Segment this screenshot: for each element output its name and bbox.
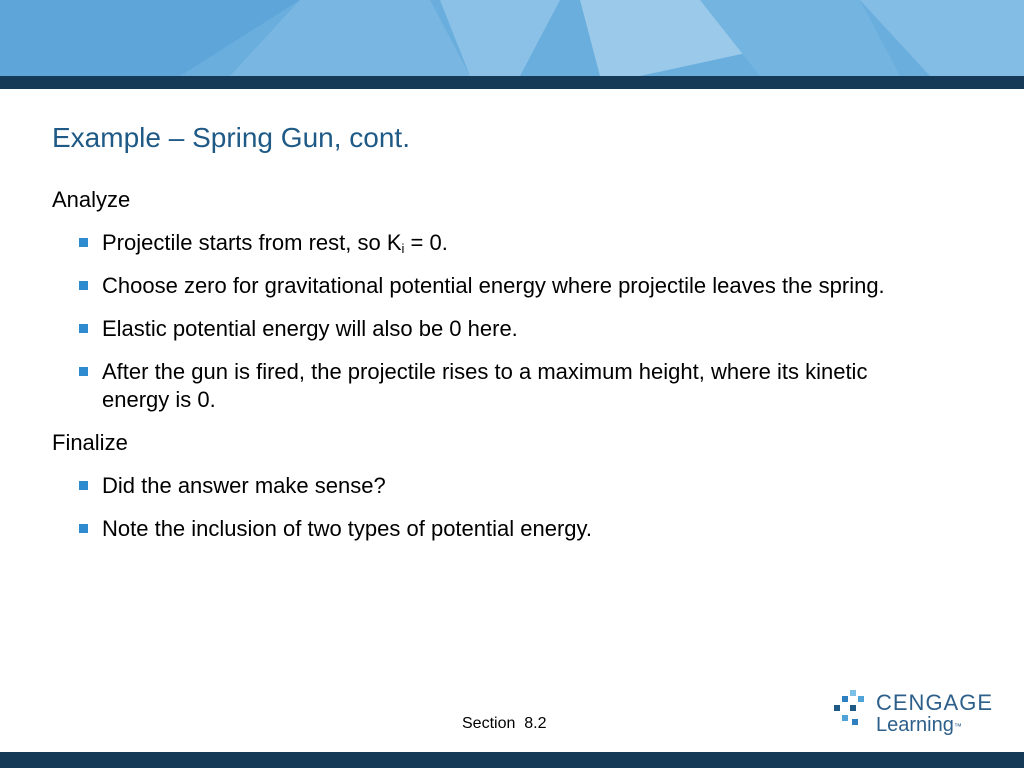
analyze-bullet-list xyxy=(52,229,952,414)
section-label: Section 8.2 xyxy=(462,715,547,732)
square-bullet-icon xyxy=(79,281,88,290)
list-item xyxy=(52,472,952,500)
bullet-text: Did the answer make sense? xyxy=(102,473,386,498)
bullet-text: Note the inclusion of two types of potential energy. xyxy=(102,516,592,541)
logo-wordmark-line2 xyxy=(876,714,962,737)
square-bullet-icon xyxy=(79,324,88,333)
banner-pattern xyxy=(0,0,1024,76)
bullet-text: Elastic potential energy will also be 0 here. xyxy=(102,316,518,341)
header-rule xyxy=(0,76,1024,89)
finalize-bullet-list xyxy=(52,472,952,543)
square-bullet-icon xyxy=(79,238,88,247)
list-item xyxy=(52,272,952,300)
square-bullet-icon xyxy=(79,524,88,533)
cengage-logo-mark xyxy=(830,689,870,729)
list-item xyxy=(52,229,952,257)
cengage-logo xyxy=(830,686,994,742)
slide-body xyxy=(52,186,952,558)
section-heading-finalize: Finalize xyxy=(52,430,128,455)
slide-title: Example – Spring Gun, cont. xyxy=(52,122,410,153)
bullet-text: = 0. xyxy=(404,230,448,255)
trademark-symbol: ™ xyxy=(953,722,962,731)
list-item xyxy=(52,358,952,414)
bullet-text: Projectile starts from rest, so K xyxy=(102,230,402,255)
header-banner xyxy=(0,0,1024,76)
logo-learning-text: Learning xyxy=(876,714,954,736)
footer-rule xyxy=(0,752,1024,768)
list-item xyxy=(52,515,952,543)
logo-wordmark-line1: CENGAGE xyxy=(876,690,994,715)
subscript: i xyxy=(401,241,405,256)
square-bullet-icon xyxy=(79,481,88,490)
square-bullet-icon xyxy=(79,367,88,376)
list-item xyxy=(52,315,952,343)
section-heading-analyze: Analyze xyxy=(52,187,131,212)
bullet-text: After the gun is fired, the projectile rises to a maximum height, where its kinetic energy is 0. xyxy=(102,359,868,412)
bullet-text: Choose zero for gravitational potential energy where projectile leaves the spring. xyxy=(102,273,885,298)
